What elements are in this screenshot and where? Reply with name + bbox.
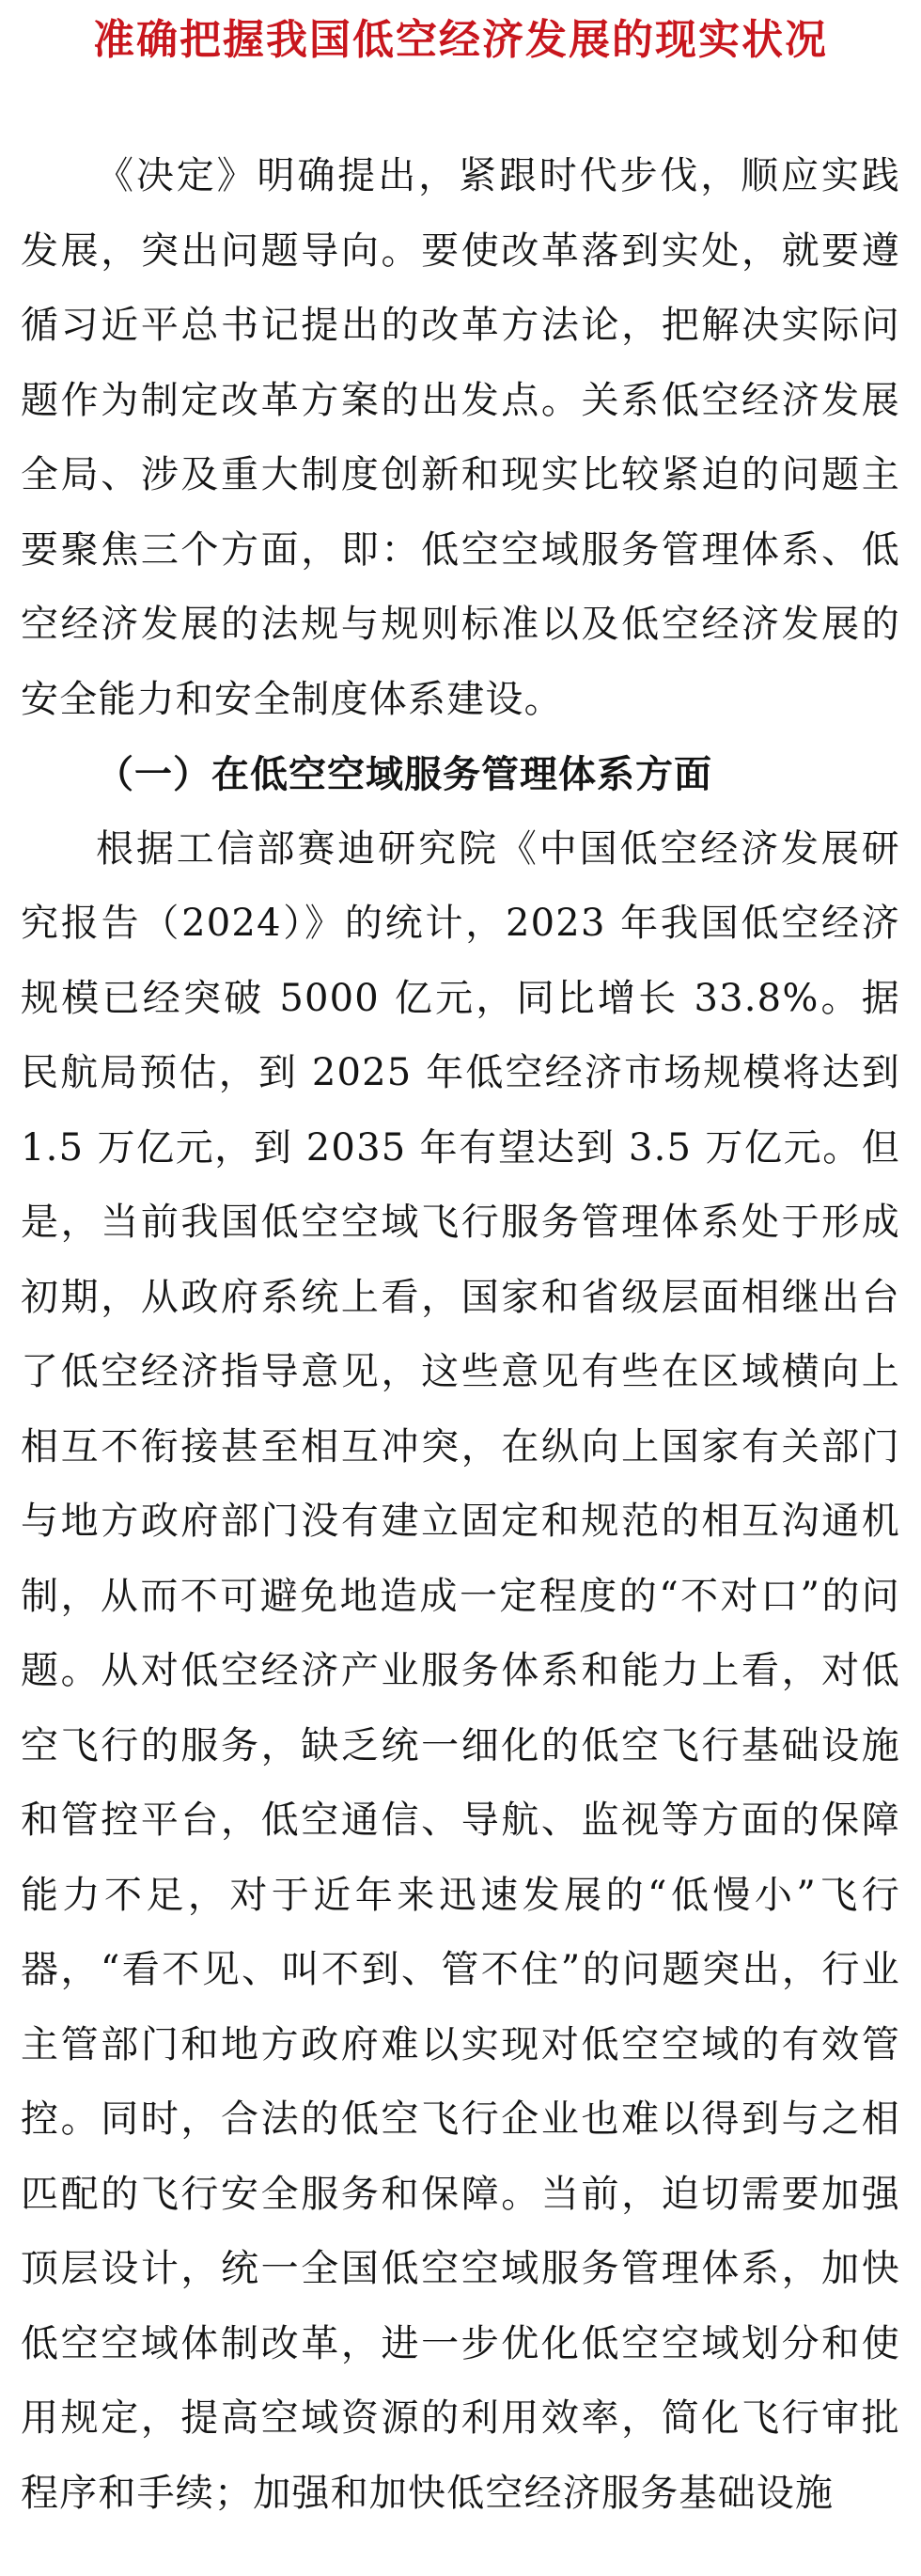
intro-paragraph: 《决定》明确提出，紧跟时代步伐，顺应实践发展，突出问题导向。要使改革落到实处，就要遵循习近平总书记提出的改革方法论，把解决实际问题作为制定改革方案的出发点。关系低空经济发展全局、涉及重大制度创新和现实比较紧迫的问题主要聚焦三个方面，即：低空空域服务管理体系、低空经济发展的法规与规则标准以及低空经济发展的安全能力和安全制度体系建设。 [21, 154, 900, 721]
article-body [21, 139, 900, 2531]
section-heading-airspace-management: （一）在低空空域服务管理体系方面 [96, 752, 712, 796]
article-title: 准确把握我国低空经济发展的现实状况 [93, 16, 828, 64]
section-body-airspace-management: 根据工信部赛迪研究院《中国低空经济发展研究报告（2024）》的统计，2023 年我国低空经济规模已经突破 5000 亿元，同比增长 33.8%。据民航局预估，到 2025 年低空经济市场规模将达到 1.5 万亿元，到 2035 年有望达到 3.5 万亿元。但是，当前我国低空空域飞行服务管理体系处于形成初期，从政府系统上看，国家和省级层面相继出台了低空经济指导意见，这些意见有些在区域横向上相互不衔接甚至相互冲突，在纵向上国家有关部门与地方政府部门没有建立固定和规范的相互沟通机制，从而不可避免地造成一定程度的“不对口”的问题。从对低空经济产业服务体系和能力上看，对低空飞行的服务，缺乏统一细化的低空飞行基础设施和管控平台，低空通信、导航、监视等方面的保障能力不足，对于近年来迅速发展的“低慢小”飞行器，“看不见、叫不到、管不住”的问题突出，行业主管部门和地方政府难以实现对低空空域的有效管控。同时，合法的低空飞行企业也难以得到与之相匹配的飞行安全服务和保障。当前，迫切需要加强顶层设计，统一全国低空空域服务管理体系，加快低空空域体制改革，进一步优化低空空域划分和使用规定，提高空域资源的利用效率，简化飞行审批程序和手续；加强和加快低空经济服务基础设施 [21, 826, 900, 2515]
